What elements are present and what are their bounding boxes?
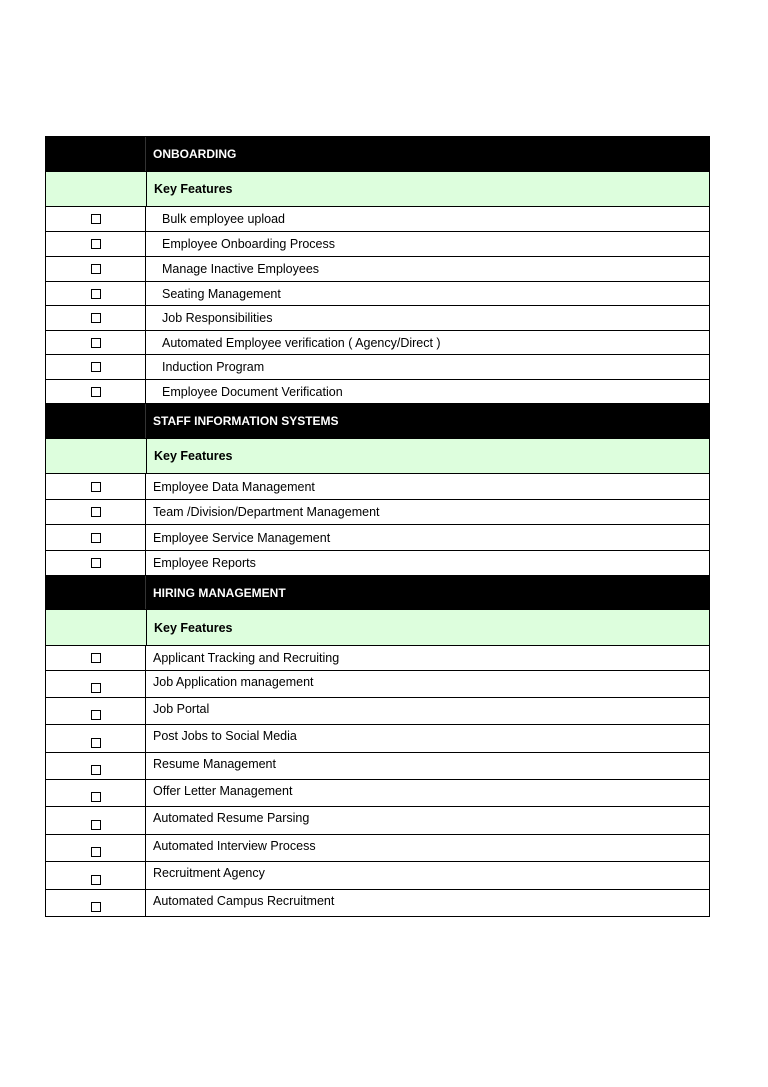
list-item <box>45 380 710 404</box>
key-features-label: Key Features <box>146 610 709 645</box>
checkbox-icon[interactable] <box>91 653 101 663</box>
feature-label: Recruitment Agency <box>153 866 265 880</box>
checkbox-icon[interactable] <box>91 264 101 274</box>
checkbox-icon[interactable] <box>91 765 101 775</box>
checkbox-icon[interactable] <box>91 558 101 568</box>
key-features-row <box>45 439 710 474</box>
checkbox-icon[interactable] <box>91 338 101 348</box>
section-title: ONBOARDING <box>153 147 237 161</box>
feature-label: Team /Division/Department Management <box>153 505 380 519</box>
key-features-label: Key Features <box>146 172 709 206</box>
feature-label: Employee Service Management <box>153 530 331 545</box>
section-header-staff-information-systems <box>45 404 710 439</box>
checkbox-icon[interactable] <box>91 683 101 693</box>
feature-label: Resume Management <box>153 757 276 771</box>
list-item <box>45 646 710 671</box>
feature-label: Job Application management <box>153 675 314 689</box>
checkbox-icon[interactable] <box>91 387 101 397</box>
feature-label: Automated Interview Process <box>153 839 316 853</box>
list-item <box>45 207 710 232</box>
feature-label: Manage Inactive Employees <box>162 262 320 276</box>
feature-label: Employee Reports <box>153 556 256 570</box>
checkbox-icon[interactable] <box>91 710 101 720</box>
list-item <box>45 835 710 862</box>
section-header-hiring-management <box>45 576 710 610</box>
list-item <box>45 232 710 257</box>
section-title: HIRING MANAGEMENT <box>153 585 286 600</box>
checkbox-icon[interactable] <box>91 792 101 802</box>
list-item <box>45 780 710 807</box>
list-item <box>45 698 710 725</box>
list-item <box>45 257 710 282</box>
feature-table <box>45 136 710 917</box>
list-item <box>45 331 710 355</box>
list-item <box>45 890 710 917</box>
checkbox-icon[interactable] <box>91 820 101 830</box>
checkbox-icon[interactable] <box>91 533 101 543</box>
list-item <box>45 306 710 331</box>
checkbox-icon[interactable] <box>91 313 101 323</box>
feature-label: Job Responsibilities <box>162 311 273 325</box>
feature-label: Job Portal <box>153 702 210 716</box>
list-item <box>45 753 710 780</box>
list-item <box>45 355 710 380</box>
key-features-row <box>45 172 710 207</box>
feature-label: Offer Letter Management <box>153 784 293 798</box>
checkbox-icon[interactable] <box>91 902 101 912</box>
list-item <box>45 474 710 500</box>
section-title: STAFF INFORMATION SYSTEMS <box>153 414 339 428</box>
checkbox-icon[interactable] <box>91 738 101 748</box>
checkbox-icon[interactable] <box>91 482 101 492</box>
feature-label: Applicant Tracking and Recruiting <box>153 651 340 665</box>
checkbox-icon[interactable] <box>91 214 101 224</box>
key-features-row <box>45 610 710 646</box>
feature-label: Seating Management <box>162 286 281 301</box>
list-item <box>45 862 710 890</box>
feature-label: Employee Data Management <box>153 479 315 494</box>
feature-label: Automated Employee verification ( Agency/Direct ) <box>162 335 441 350</box>
feature-label: Automated Campus Recruitment <box>153 894 335 908</box>
feature-label: Employee Document Verification <box>162 384 343 399</box>
feature-label: Post Jobs to Social Media <box>153 729 297 743</box>
list-item <box>45 282 710 306</box>
list-item <box>45 807 710 835</box>
list-item <box>45 671 710 698</box>
section-header-onboarding <box>45 136 710 172</box>
feature-label: Employee Onboarding Process <box>162 237 336 251</box>
list-item <box>45 725 710 753</box>
list-item <box>45 500 710 525</box>
checkbox-icon[interactable] <box>91 847 101 857</box>
key-features-label: Key Features <box>146 439 709 473</box>
checkbox-icon[interactable] <box>91 362 101 372</box>
checkbox-icon[interactable] <box>91 875 101 885</box>
list-item <box>45 551 710 576</box>
feature-label: Automated Resume Parsing <box>153 811 310 825</box>
feature-label: Induction Program <box>162 360 265 374</box>
checkbox-icon[interactable] <box>91 289 101 299</box>
list-item <box>45 525 710 551</box>
checkbox-icon[interactable] <box>91 239 101 249</box>
feature-label: Bulk employee upload <box>162 212 285 226</box>
checkbox-icon[interactable] <box>91 507 101 517</box>
